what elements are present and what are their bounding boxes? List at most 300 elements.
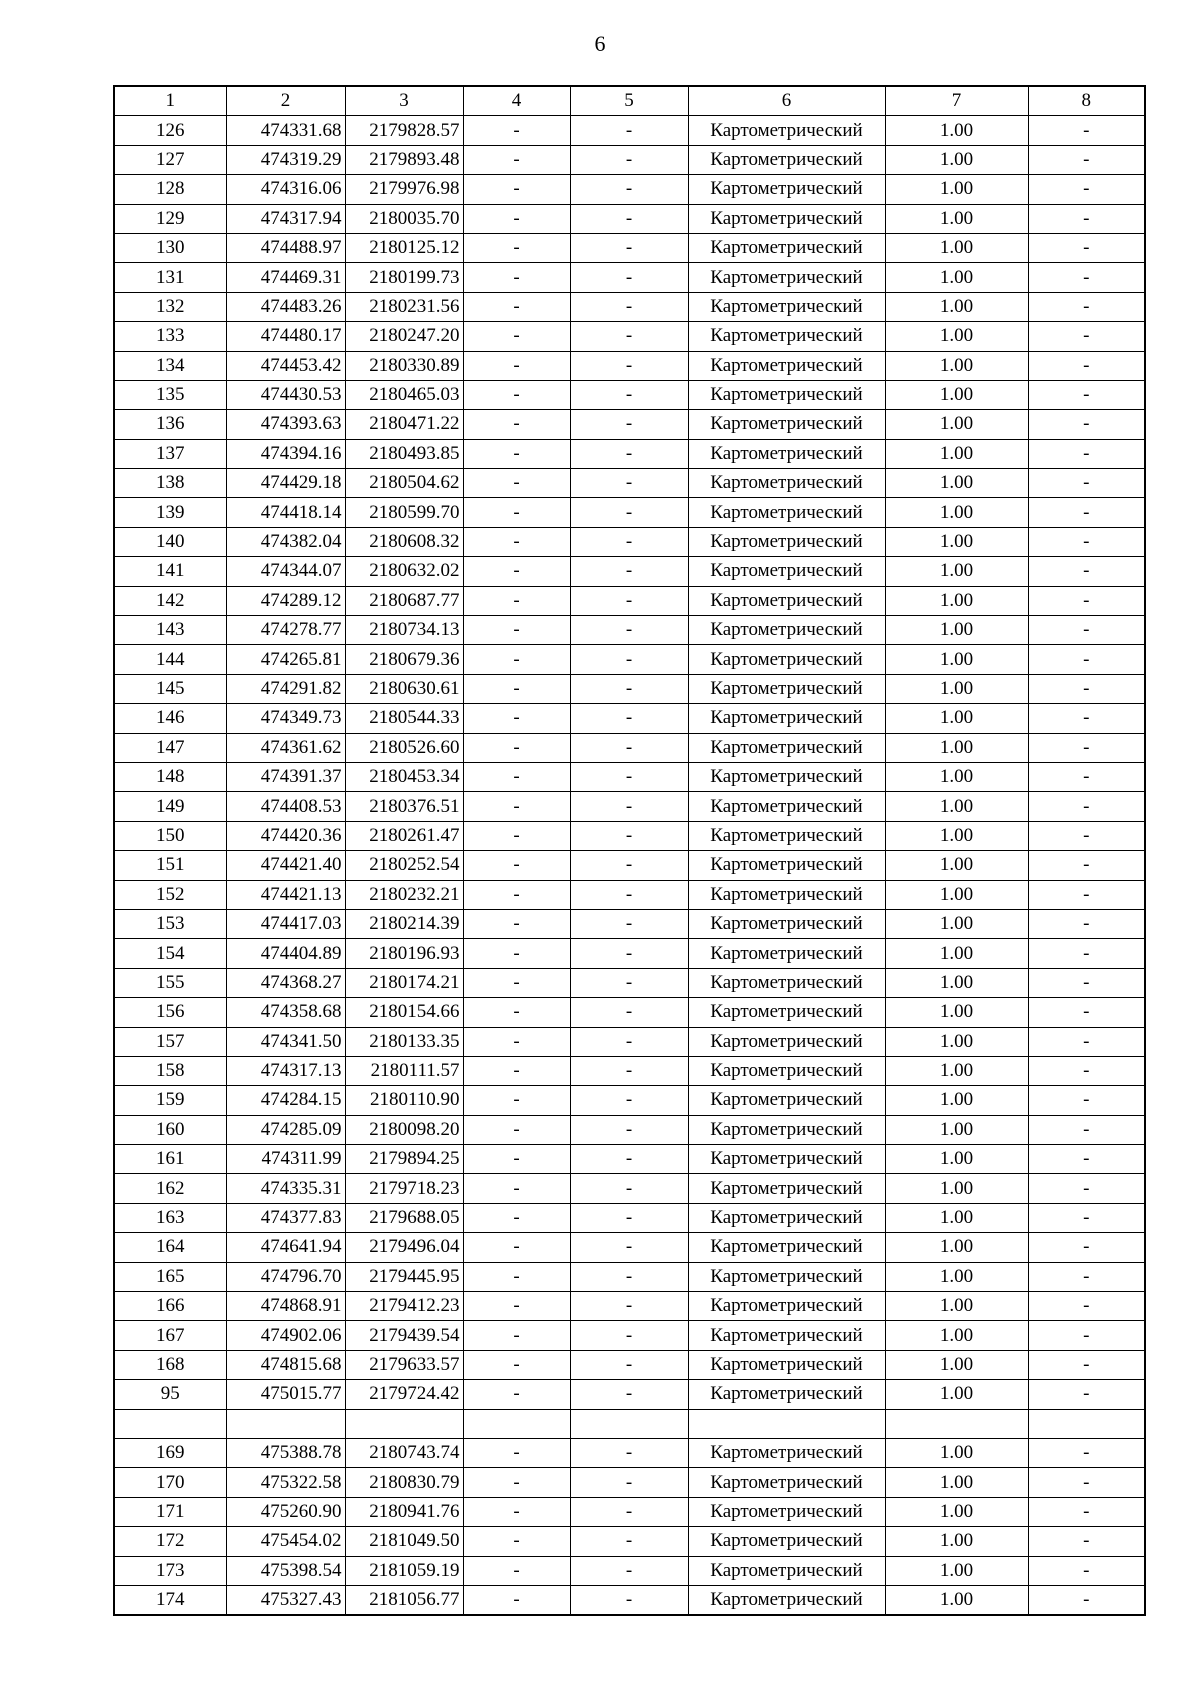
point-number-cell: 140 — [114, 527, 226, 556]
column-5-cell: - — [570, 498, 688, 527]
x-coordinate-cell: 475015.77 — [226, 1380, 345, 1409]
point-number-cell: 133 — [114, 322, 226, 351]
x-coordinate-cell: 474344.07 — [226, 557, 345, 586]
column-4-cell: - — [463, 1174, 570, 1203]
y-coordinate-cell: 2180252.54 — [345, 851, 463, 880]
method-cell: Картометрический — [688, 498, 885, 527]
column-8-cell: - — [1028, 527, 1145, 556]
accuracy-cell: 1.00 — [885, 674, 1028, 703]
point-number-cell: 141 — [114, 557, 226, 586]
x-coordinate-cell: 475327.43 — [226, 1585, 345, 1615]
table-row — [114, 586, 1145, 615]
x-coordinate-cell: 474421.40 — [226, 851, 345, 880]
column-5-cell: - — [570, 1350, 688, 1379]
table-row — [114, 1468, 1145, 1497]
x-coordinate-cell: 475388.78 — [226, 1438, 345, 1467]
column-header: 5 — [570, 86, 688, 116]
table-row — [114, 1527, 1145, 1556]
point-number-cell: 166 — [114, 1292, 226, 1321]
coordinates-table — [113, 85, 1146, 1616]
column-8-cell: - — [1028, 1027, 1145, 1056]
point-number-cell: 149 — [114, 792, 226, 821]
accuracy-cell: 1.00 — [885, 939, 1028, 968]
table-row — [114, 939, 1145, 968]
column-header: 4 — [463, 86, 570, 116]
x-coordinate-cell: 474453.42 — [226, 351, 345, 380]
y-coordinate-cell: 2180174.21 — [345, 968, 463, 997]
column-8-cell: - — [1028, 939, 1145, 968]
point-number-cell: 160 — [114, 1115, 226, 1144]
table-row — [114, 1262, 1145, 1291]
x-coordinate-cell: 474421.13 — [226, 880, 345, 909]
column-8-cell: - — [1028, 1585, 1145, 1615]
y-coordinate-cell: 2180098.20 — [345, 1115, 463, 1144]
column-5-cell: - — [570, 1497, 688, 1526]
column-8-cell: - — [1028, 204, 1145, 233]
table-row — [114, 1233, 1145, 1262]
method-cell: Картометрический — [688, 1056, 885, 1085]
column-8-cell: - — [1028, 469, 1145, 498]
column-8-cell: - — [1028, 909, 1145, 938]
point-number-cell: 173 — [114, 1556, 226, 1585]
method-cell: Картометрический — [688, 939, 885, 968]
table-row — [114, 1174, 1145, 1203]
point-number-cell: 131 — [114, 263, 226, 292]
point-number-cell: 143 — [114, 616, 226, 645]
method-cell: Картометрический — [688, 1556, 885, 1585]
y-coordinate-cell: 2180035.70 — [345, 204, 463, 233]
table-row — [114, 380, 1145, 409]
column-8-cell: - — [1028, 1556, 1145, 1585]
column-8-cell: - — [1028, 1056, 1145, 1085]
method-cell: Картометрический — [688, 1497, 885, 1526]
table-row — [114, 469, 1145, 498]
accuracy-cell: 1.00 — [885, 469, 1028, 498]
column-8-cell: - — [1028, 792, 1145, 821]
accuracy-cell: 1.00 — [885, 263, 1028, 292]
column-4-cell: - — [463, 1438, 570, 1467]
x-coordinate-cell: 474429.18 — [226, 469, 345, 498]
table-row — [114, 322, 1145, 351]
method-cell: Картометрический — [688, 645, 885, 674]
accuracy-cell: 1.00 — [885, 1086, 1028, 1115]
y-coordinate-cell: 2179496.04 — [345, 1233, 463, 1262]
x-coordinate-cell: 474796.70 — [226, 1262, 345, 1291]
point-number-cell: 137 — [114, 439, 226, 468]
method-cell: Картометрический — [688, 1468, 885, 1497]
accuracy-cell: 1.00 — [885, 1262, 1028, 1291]
point-number-cell: 164 — [114, 1233, 226, 1262]
x-coordinate-cell: 474404.89 — [226, 939, 345, 968]
accuracy-cell: 1.00 — [885, 380, 1028, 409]
accuracy-cell: 1.00 — [885, 1556, 1028, 1585]
y-coordinate-cell: 2179724.42 — [345, 1380, 463, 1409]
column-5-cell: - — [570, 880, 688, 909]
y-coordinate-cell: 2180125.12 — [345, 233, 463, 262]
y-coordinate-cell: 2180504.62 — [345, 469, 463, 498]
accuracy-cell: 1.00 — [885, 1497, 1028, 1526]
x-coordinate-cell: 474349.73 — [226, 704, 345, 733]
x-coordinate-cell: 474285.09 — [226, 1115, 345, 1144]
column-header: 8 — [1028, 86, 1145, 116]
method-cell: Картометрический — [688, 674, 885, 703]
column-8-cell: - — [1028, 1292, 1145, 1321]
accuracy-cell: 1.00 — [885, 1468, 1028, 1497]
column-4-cell: - — [463, 233, 570, 262]
x-coordinate-cell: 474393.63 — [226, 410, 345, 439]
y-coordinate-cell: 2179976.98 — [345, 175, 463, 204]
method-cell: Картометрический — [688, 263, 885, 292]
column-8-cell: - — [1028, 410, 1145, 439]
y-coordinate-cell: 2179688.05 — [345, 1203, 463, 1232]
column-5-cell — [570, 1409, 688, 1438]
point-number-cell: 144 — [114, 645, 226, 674]
x-coordinate-cell: 474483.26 — [226, 292, 345, 321]
table-row — [114, 1086, 1145, 1115]
point-number-cell: 142 — [114, 586, 226, 615]
y-coordinate-cell: 2180608.32 — [345, 527, 463, 556]
point-number-cell: 174 — [114, 1585, 226, 1615]
method-cell: Картометрический — [688, 233, 885, 262]
method-cell: Картометрический — [688, 1321, 885, 1350]
column-8-cell: - — [1028, 1203, 1145, 1232]
x-coordinate-cell: 475322.58 — [226, 1468, 345, 1497]
column-8-cell: - — [1028, 498, 1145, 527]
method-cell: Картометрический — [688, 1086, 885, 1115]
column-5-cell: - — [570, 792, 688, 821]
point-number-cell: 152 — [114, 880, 226, 909]
column-4-cell: - — [463, 145, 570, 174]
table-row — [114, 351, 1145, 380]
x-coordinate-cell: 474265.81 — [226, 645, 345, 674]
point-number-cell: 134 — [114, 351, 226, 380]
y-coordinate-cell: 2180526.60 — [345, 733, 463, 762]
table-row — [114, 557, 1145, 586]
column-4-cell: - — [463, 1527, 570, 1556]
y-coordinate-cell: 2179633.57 — [345, 1350, 463, 1379]
method-cell: Картометрический — [688, 1350, 885, 1379]
column-5-cell: - — [570, 1174, 688, 1203]
x-coordinate-cell: 474408.53 — [226, 792, 345, 821]
column-8-cell: - — [1028, 1468, 1145, 1497]
column-4-cell: - — [463, 1585, 570, 1615]
column-8-cell: - — [1028, 1233, 1145, 1262]
table-row — [114, 1438, 1145, 1467]
accuracy-cell: 1.00 — [885, 557, 1028, 586]
column-8-cell: - — [1028, 1321, 1145, 1350]
table-row — [114, 292, 1145, 321]
x-coordinate-cell: 474469.31 — [226, 263, 345, 292]
table-row — [114, 1145, 1145, 1174]
column-5-cell: - — [570, 1086, 688, 1115]
table-row — [114, 1115, 1145, 1144]
column-8-cell: - — [1028, 704, 1145, 733]
column-5-cell: - — [570, 1438, 688, 1467]
column-5-cell: - — [570, 909, 688, 938]
x-coordinate-cell: 474480.17 — [226, 322, 345, 351]
x-coordinate-cell: 474358.68 — [226, 998, 345, 1027]
column-4-cell: - — [463, 1497, 570, 1526]
column-5-cell: - — [570, 968, 688, 997]
column-4-cell: - — [463, 1468, 570, 1497]
table-row — [114, 410, 1145, 439]
column-5-cell: - — [570, 1145, 688, 1174]
column-8-cell: - — [1028, 292, 1145, 321]
column-5-cell: - — [570, 1203, 688, 1232]
column-4-cell: - — [463, 998, 570, 1027]
page-number: 6 — [594, 31, 606, 56]
accuracy-cell: 1.00 — [885, 1145, 1028, 1174]
column-5-cell: - — [570, 1585, 688, 1615]
accuracy-cell: 1.00 — [885, 439, 1028, 468]
table-row — [114, 792, 1145, 821]
x-coordinate-cell: 474331.68 — [226, 116, 345, 145]
x-coordinate-cell: 474430.53 — [226, 380, 345, 409]
column-4-cell: - — [463, 645, 570, 674]
column-8-cell: - — [1028, 674, 1145, 703]
column-5-cell: - — [570, 527, 688, 556]
column-5-cell: - — [570, 292, 688, 321]
method-cell: Картометрический — [688, 322, 885, 351]
table-row — [114, 1350, 1145, 1379]
y-coordinate-cell: 2180493.85 — [345, 439, 463, 468]
column-4-cell: - — [463, 733, 570, 762]
column-4-cell: - — [463, 1056, 570, 1085]
column-5-cell: - — [570, 704, 688, 733]
method-cell: Картометрический — [688, 1585, 885, 1615]
column-8-cell: - — [1028, 1527, 1145, 1556]
method-cell: Картометрический — [688, 586, 885, 615]
column-8-cell: - — [1028, 821, 1145, 850]
point-number-cell: 95 — [114, 1380, 226, 1409]
column-4-cell: - — [463, 116, 570, 145]
column-header: 2 — [226, 86, 345, 116]
point-number-cell: 159 — [114, 1086, 226, 1115]
accuracy-cell: 1.00 — [885, 527, 1028, 556]
y-coordinate-cell: 2180630.61 — [345, 674, 463, 703]
column-5-cell: - — [570, 439, 688, 468]
column-4-cell: - — [463, 1115, 570, 1144]
point-number-cell: 153 — [114, 909, 226, 938]
x-coordinate-cell: 474394.16 — [226, 439, 345, 468]
column-5-cell: - — [570, 263, 688, 292]
column-5-cell: - — [570, 1262, 688, 1291]
column-8-cell: - — [1028, 1174, 1145, 1203]
table-row — [114, 498, 1145, 527]
accuracy-cell: 1.00 — [885, 351, 1028, 380]
column-4-cell: - — [463, 557, 570, 586]
point-number-cell: 139 — [114, 498, 226, 527]
column-8-cell: - — [1028, 1262, 1145, 1291]
accuracy-cell: 1.00 — [885, 1321, 1028, 1350]
accuracy-cell: 1.00 — [885, 322, 1028, 351]
column-4-cell: - — [463, 1350, 570, 1379]
column-5-cell: - — [570, 939, 688, 968]
column-8-cell: - — [1028, 380, 1145, 409]
column-8-cell: - — [1028, 1438, 1145, 1467]
column-header: 1 — [114, 86, 226, 116]
point-number-cell: 157 — [114, 1027, 226, 1056]
column-4-cell: - — [463, 1292, 570, 1321]
method-cell: Картометрический — [688, 968, 885, 997]
x-coordinate-cell: 474284.15 — [226, 1086, 345, 1115]
column-8-cell: - — [1028, 762, 1145, 791]
method-cell: Картометрический — [688, 1292, 885, 1321]
method-cell: Картометрический — [688, 527, 885, 556]
method-cell: Картометрический — [688, 1438, 885, 1467]
x-coordinate-cell: 474382.04 — [226, 527, 345, 556]
accuracy-cell: 1.00 — [885, 1350, 1028, 1379]
column-4-cell: - — [463, 704, 570, 733]
y-coordinate-cell: 2180632.02 — [345, 557, 463, 586]
x-coordinate-cell: 474335.31 — [226, 1174, 345, 1203]
table-row — [114, 645, 1145, 674]
column-8-cell — [1028, 1409, 1145, 1438]
x-coordinate-cell: 474417.03 — [226, 909, 345, 938]
point-number-cell: 170 — [114, 1468, 226, 1497]
method-cell: Картометрический — [688, 909, 885, 938]
y-coordinate-cell: 2180471.22 — [345, 410, 463, 439]
y-coordinate-cell — [345, 1409, 463, 1438]
column-5-cell: - — [570, 410, 688, 439]
y-coordinate-cell: 2179412.23 — [345, 1292, 463, 1321]
column-4-cell: - — [463, 851, 570, 880]
point-number-cell: 129 — [114, 204, 226, 233]
table-row — [114, 1203, 1145, 1232]
point-number-cell: 158 — [114, 1056, 226, 1085]
point-number-cell: 136 — [114, 410, 226, 439]
table-row — [114, 175, 1145, 204]
column-8-cell: - — [1028, 145, 1145, 174]
column-4-cell: - — [463, 1027, 570, 1056]
x-coordinate-cell: 474319.29 — [226, 145, 345, 174]
accuracy-cell: 1.00 — [885, 821, 1028, 850]
column-4-cell: - — [463, 439, 570, 468]
table-row — [114, 1497, 1145, 1526]
column-4-cell: - — [463, 674, 570, 703]
column-4-cell: - — [463, 175, 570, 204]
point-number-cell: 169 — [114, 1438, 226, 1467]
accuracy-cell: 1.00 — [885, 645, 1028, 674]
column-8-cell: - — [1028, 616, 1145, 645]
x-coordinate-cell: 474289.12 — [226, 586, 345, 615]
table-row — [114, 968, 1145, 997]
accuracy-cell: 1.00 — [885, 204, 1028, 233]
y-coordinate-cell: 2180599.70 — [345, 498, 463, 527]
accuracy-cell: 1.00 — [885, 851, 1028, 880]
point-number-cell: 168 — [114, 1350, 226, 1379]
method-cell: Картометрический — [688, 1380, 885, 1409]
x-coordinate-cell: 474291.82 — [226, 674, 345, 703]
x-coordinate-cell: 474311.99 — [226, 1145, 345, 1174]
table-row — [114, 909, 1145, 938]
accuracy-cell: 1.00 — [885, 968, 1028, 997]
point-number-cell: 150 — [114, 821, 226, 850]
accuracy-cell: 1.00 — [885, 175, 1028, 204]
accuracy-cell: 1.00 — [885, 1527, 1028, 1556]
method-cell: Картометрический — [688, 733, 885, 762]
table-header-row — [114, 86, 1145, 116]
point-number-cell — [114, 1409, 226, 1438]
column-5-cell: - — [570, 233, 688, 262]
y-coordinate-cell: 2180232.21 — [345, 880, 463, 909]
column-8-cell: - — [1028, 1350, 1145, 1379]
column-4-cell: - — [463, 762, 570, 791]
y-coordinate-cell: 2180196.93 — [345, 939, 463, 968]
y-coordinate-cell: 2180679.36 — [345, 645, 463, 674]
column-8-cell: - — [1028, 175, 1145, 204]
method-cell: Картометрический — [688, 1527, 885, 1556]
point-number-cell: 128 — [114, 175, 226, 204]
column-5-cell: - — [570, 1027, 688, 1056]
method-cell: Картометрический — [688, 380, 885, 409]
table-row — [114, 1409, 1145, 1438]
accuracy-cell: 1.00 — [885, 586, 1028, 615]
column-5-cell: - — [570, 557, 688, 586]
y-coordinate-cell: 2180261.47 — [345, 821, 463, 850]
column-5-cell: - — [570, 616, 688, 645]
method-cell: Картометрический — [688, 469, 885, 498]
x-coordinate-cell — [226, 1409, 345, 1438]
method-cell: Картометрический — [688, 351, 885, 380]
y-coordinate-cell: 2180231.56 — [345, 292, 463, 321]
method-cell: Картометрический — [688, 116, 885, 145]
table-row — [114, 145, 1145, 174]
column-8-cell: - — [1028, 233, 1145, 262]
column-4-cell: - — [463, 204, 570, 233]
y-coordinate-cell: 2180133.35 — [345, 1027, 463, 1056]
column-8-cell: - — [1028, 645, 1145, 674]
method-cell: Картометрический — [688, 557, 885, 586]
column-5-cell: - — [570, 116, 688, 145]
accuracy-cell: 1.00 — [885, 909, 1028, 938]
column-4-cell: - — [463, 1556, 570, 1585]
method-cell: Картометрический — [688, 1115, 885, 1144]
accuracy-cell: 1.00 — [885, 1174, 1028, 1203]
accuracy-cell: 1.00 — [885, 1027, 1028, 1056]
column-5-cell: - — [570, 1321, 688, 1350]
table-row — [114, 1056, 1145, 1085]
point-number-cell: 161 — [114, 1145, 226, 1174]
method-cell: Картометрический — [688, 821, 885, 850]
column-5-cell: - — [570, 762, 688, 791]
column-4-cell: - — [463, 380, 570, 409]
column-5-cell: - — [570, 821, 688, 850]
column-5-cell: - — [570, 1556, 688, 1585]
column-8-cell: - — [1028, 1115, 1145, 1144]
point-number-cell: 171 — [114, 1497, 226, 1526]
column-4-cell: - — [463, 586, 570, 615]
table-row — [114, 233, 1145, 262]
y-coordinate-cell: 2181056.77 — [345, 1585, 463, 1615]
column-5-cell: - — [570, 204, 688, 233]
x-coordinate-cell: 475454.02 — [226, 1527, 345, 1556]
method-cell: Картометрический — [688, 1262, 885, 1291]
accuracy-cell: 1.00 — [885, 733, 1028, 762]
y-coordinate-cell: 2181049.50 — [345, 1527, 463, 1556]
column-8-cell: - — [1028, 557, 1145, 586]
table-row — [114, 1321, 1145, 1350]
method-cell: Картометрический — [688, 998, 885, 1027]
column-8-cell: - — [1028, 263, 1145, 292]
column-4-cell: - — [463, 263, 570, 292]
table-row — [114, 851, 1145, 880]
accuracy-cell: 1.00 — [885, 1380, 1028, 1409]
column-4-cell: - — [463, 616, 570, 645]
column-4-cell: - — [463, 1321, 570, 1350]
column-4-cell: - — [463, 880, 570, 909]
y-coordinate-cell: 2179445.95 — [345, 1262, 463, 1291]
